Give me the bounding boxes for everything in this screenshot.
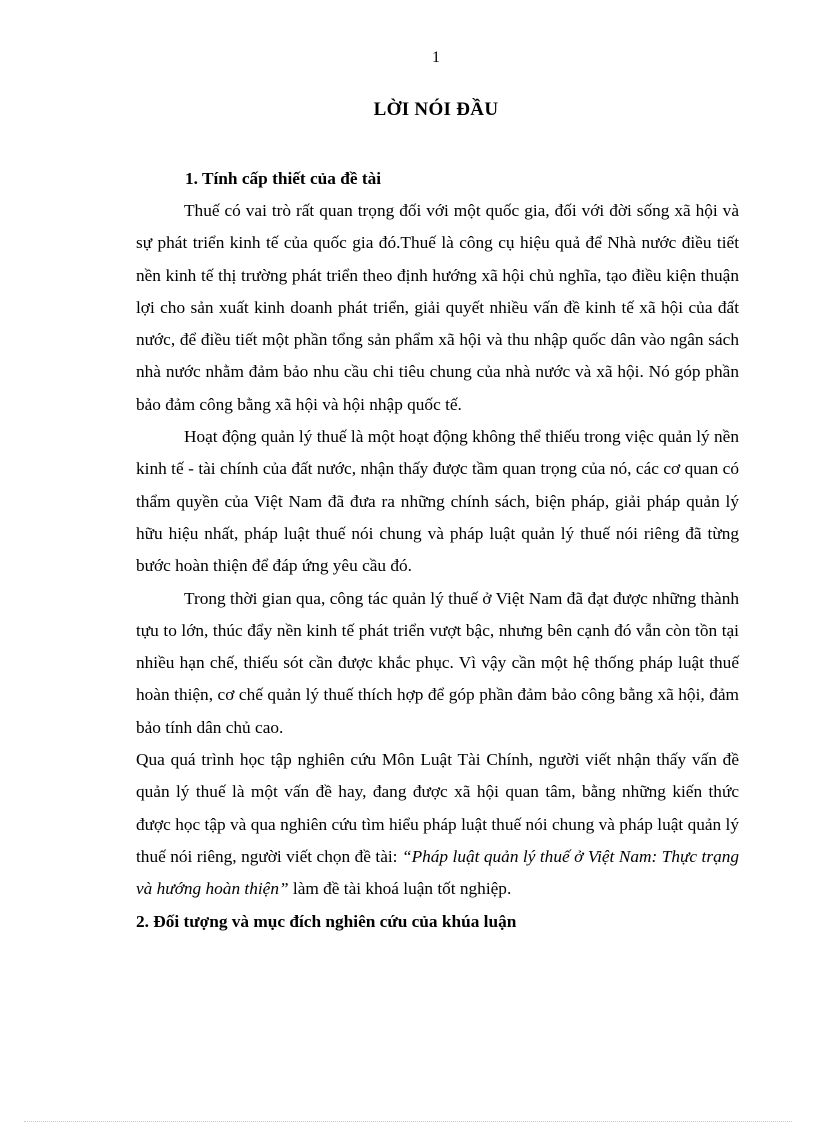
section-heading-2: 2. Đối tượng và mục đích nghiên cứu của khúa luận <box>136 911 517 931</box>
paragraph-4-ending: làm đề tài khoá luận tốt nghiệp. <box>288 879 512 899</box>
page-number: 1 <box>432 49 440 66</box>
body-paragraph-3: Trong thời gian qua, công tác quản lý thuế ở Việt Nam đã đạt được những thành tựu to lớn, thúc đẩy nền kinh tế phát triển vượt bậc, nhưng bên cạnh đó vẫn còn tồn tại nhiều hạn chế, thiếu sót cần được khắc phục. Vì vậy cần một hệ thống pháp luật thuế hoàn thiện, cơ chế quản lý thuế thích hợp để góp phần đảm bảo công bằng xã hội, đảm bảo tính dân chủ cao. <box>136 588 739 737</box>
section-heading-1: 1. Tính cấp thiết của đề tài <box>185 169 382 188</box>
page-title: LỜI NÓI ĐẦU <box>373 99 499 120</box>
paragraph-4-text: Qua quá trình học tập nghiên cứu Môn Luật Tài Chính, người viết nhận thấy vấn đề quản lý thuế là một vấn đề hay, đang được xã hội quan tâm, bằng những kiến thức được học tập và qua nghiên cứu tìm hiểu pháp luật thuế nói chung và pháp luật quản lý thuế nói riêng, người viết chọn đề tài: <box>136 750 739 866</box>
body-paragraph-1: Thuế có vai trò rất quan trọng đối với một quốc gia, đối với đời sống xã hội và sự phát triển kinh tế của quốc gia đó.Thuế là công cụ hiệu quả để Nhà nước điều tiết nền kinh tế thị trường phát triển theo định hướng xã hội chủ nghĩa, tạo điều kiện thuận lợi cho sản xuất kinh doanh phát triển, giải quyết nhiều vấn đề kinh tế xã hội của đất nước, để điều tiết một phần tổng sản phẩm xã hội và thu nhập quốc dân vào ngân sách nhà nước nhằm đảm bảo nhu cầu chi tiêu chung của nhà nước và xã hội. Nó góp phần bảo đảm công bằng xã hội và hội nhập quốc tế. <box>136 201 739 414</box>
body-paragraph-4 <box>136 744 739 905</box>
document-body <box>136 163 739 938</box>
body-paragraph-2: Hoạt động quản lý thuế là một hoạt động không thể thiếu trong việc quản lý nền kinh tế - tài chính của đất nước, nhận thấy được tầm quan trọng của nó, các cơ quan có thẩm quyền của Việt Nam đã đưa ra những chính sách, biện pháp, giải pháp quản lý hữu hiệu nhất, pháp luật thuế nói chung và pháp luật quản lý thuế nói riêng đã từng bước hoàn thiện để đáp ứng yêu cầu đó. <box>136 427 739 576</box>
thesis-topic: “Pháp luật quản lý thuế ở Việt Nam: Thực trạng và hướng hoàn thiện” <box>136 846 739 899</box>
page-bottom-divider <box>24 1121 792 1122</box>
